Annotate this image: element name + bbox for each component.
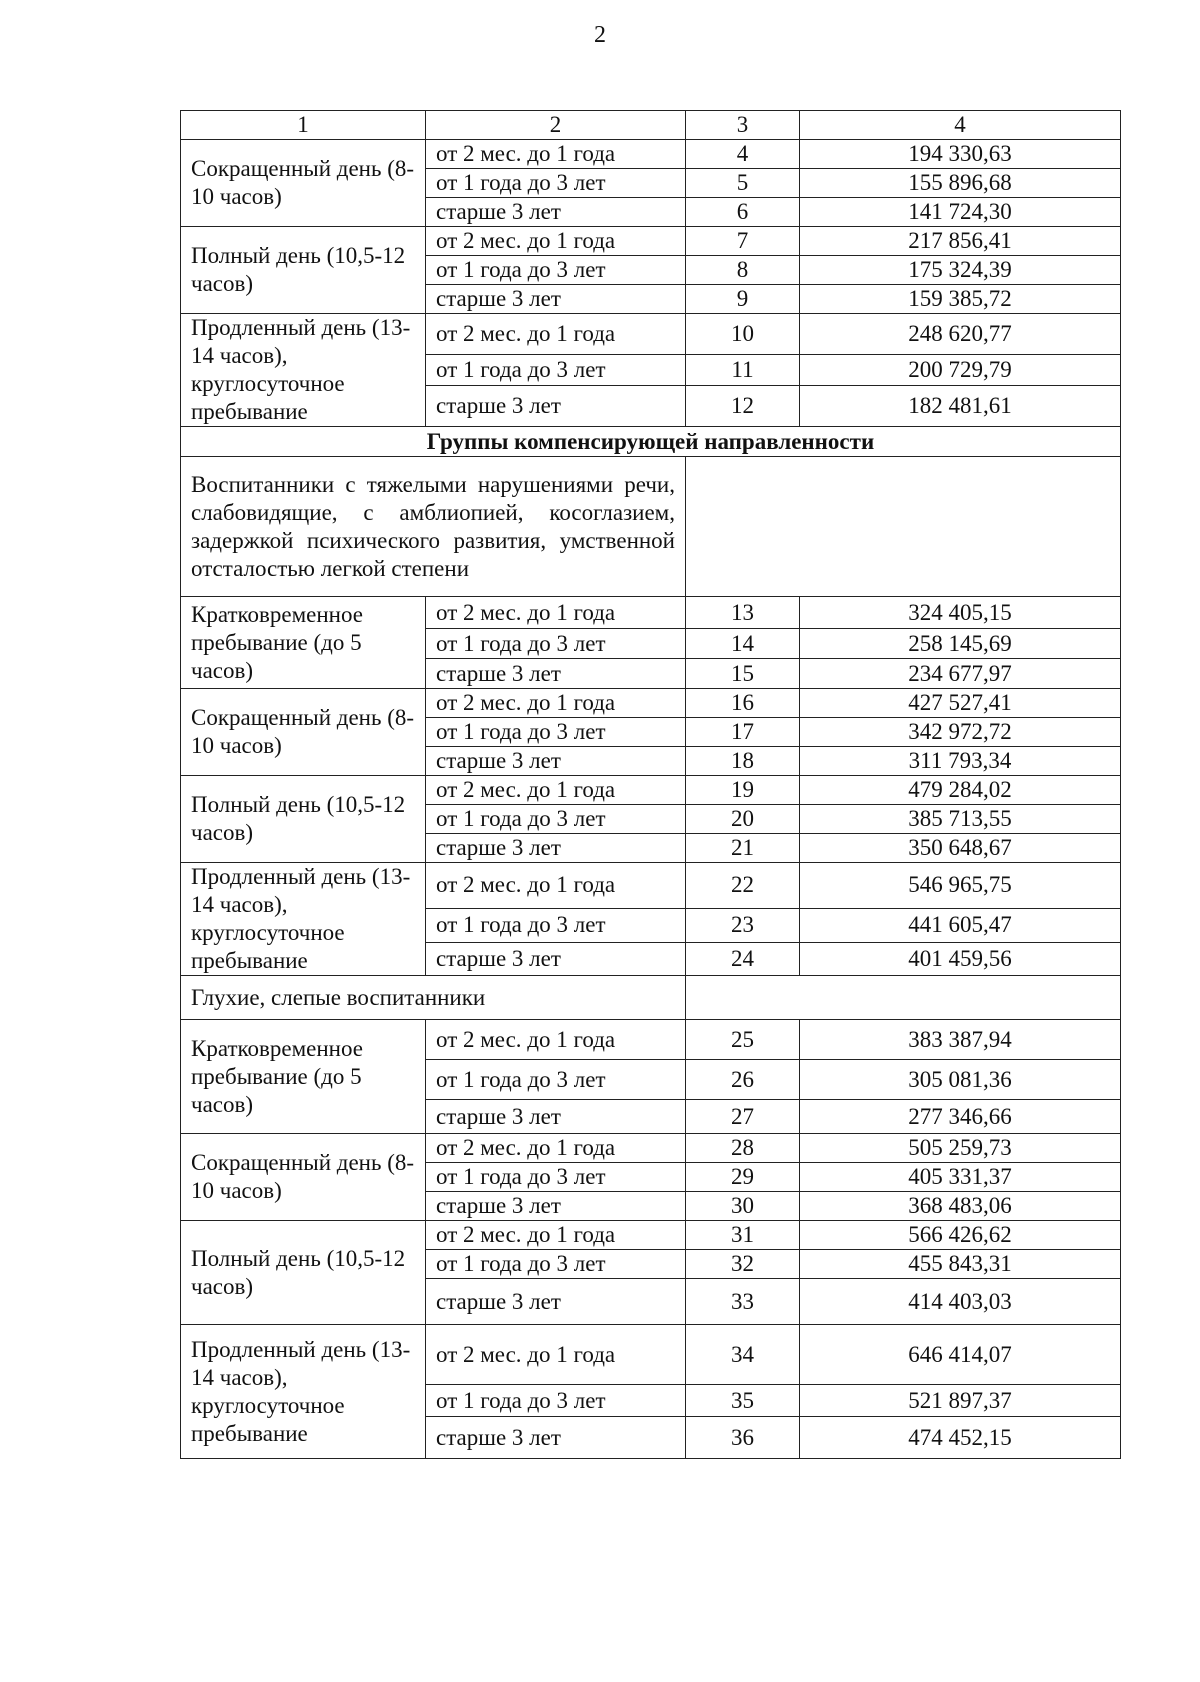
amount-cell: 258 145,69 (800, 629, 1121, 659)
code-cell: 15 (686, 659, 800, 689)
code-cell: 25 (686, 1020, 800, 1060)
code-cell: 21 (686, 834, 800, 863)
category-cell: Полный день (10,5-12 часов) (181, 227, 426, 314)
amount-cell: 441 605,47 (800, 908, 1121, 942)
amount-cell: 342 972,72 (800, 718, 1121, 747)
table-row (181, 1134, 1121, 1163)
col-header-3: 3 (686, 111, 800, 140)
code-cell: 23 (686, 908, 800, 942)
age-cell: от 2 мес. до 1 года (426, 776, 686, 805)
age-cell: от 1 года до 3 лет (426, 1385, 686, 1417)
amount-cell: 401 459,56 (800, 942, 1121, 975)
age-cell: от 1 года до 3 лет (426, 169, 686, 198)
amount-cell: 383 387,94 (800, 1020, 1121, 1060)
category-cell: Продленный день (13-14 часов), круглосуточное пребывание (181, 1325, 426, 1459)
age-cell: от 1 года до 3 лет (426, 256, 686, 285)
age-cell: от 2 мес. до 1 года (426, 689, 686, 718)
table-row (181, 689, 1121, 718)
amount-cell: 427 527,41 (800, 689, 1121, 718)
code-cell: 17 (686, 718, 800, 747)
group-empty-cell (686, 976, 1121, 1020)
code-cell: 12 (686, 386, 800, 427)
amount-cell: 405 331,37 (800, 1163, 1121, 1192)
table-row (181, 1325, 1121, 1385)
age-cell: старше 3 лет (426, 1192, 686, 1221)
amount-cell: 277 346,66 (800, 1100, 1121, 1134)
section-row (181, 427, 1121, 457)
category-cell: Продленный день (13-14 часов), круглосуточное пребывание (181, 863, 426, 976)
age-cell: старше 3 лет (426, 1417, 686, 1459)
age-cell: старше 3 лет (426, 942, 686, 975)
amount-cell: 175 324,39 (800, 256, 1121, 285)
amount-cell: 141 724,30 (800, 198, 1121, 227)
code-cell: 34 (686, 1325, 800, 1385)
age-cell: от 1 года до 3 лет (426, 1060, 686, 1100)
code-cell: 31 (686, 1221, 800, 1250)
header-row (181, 111, 1121, 140)
age-cell: от 1 года до 3 лет (426, 1163, 686, 1192)
amount-cell: 385 713,55 (800, 805, 1121, 834)
age-cell: от 2 мес. до 1 года (426, 227, 686, 256)
table-row (181, 863, 1121, 909)
category-cell: Сокращенный день (8-10 часов) (181, 689, 426, 776)
age-cell: от 2 мес. до 1 года (426, 1221, 686, 1250)
code-cell: 14 (686, 629, 800, 659)
category-cell: Сокращенный день (8-10 часов) (181, 1134, 426, 1221)
code-cell: 32 (686, 1250, 800, 1279)
code-cell: 30 (686, 1192, 800, 1221)
code-cell: 26 (686, 1060, 800, 1100)
code-cell: 5 (686, 169, 800, 198)
age-cell: старше 3 лет (426, 198, 686, 227)
amount-cell: 474 452,15 (800, 1417, 1121, 1459)
category-cell: Продленный день (13-14 часов), круглосуточное пребывание (181, 314, 426, 427)
age-cell: старше 3 лет (426, 834, 686, 863)
code-cell: 24 (686, 942, 800, 975)
code-cell: 16 (686, 689, 800, 718)
age-cell: от 1 года до 3 лет (426, 718, 686, 747)
age-cell: старше 3 лет (426, 659, 686, 689)
code-cell: 6 (686, 198, 800, 227)
age-cell: от 1 года до 3 лет (426, 908, 686, 942)
amount-cell: 305 081,36 (800, 1060, 1121, 1100)
code-cell: 8 (686, 256, 800, 285)
age-cell: старше 3 лет (426, 386, 686, 427)
group-label: Глухие, слепые воспитанники (181, 976, 686, 1020)
code-cell: 28 (686, 1134, 800, 1163)
amount-cell: 350 648,67 (800, 834, 1121, 863)
age-cell: от 2 мес. до 1 года (426, 597, 686, 629)
table-row (181, 776, 1121, 805)
amount-cell: 234 677,97 (800, 659, 1121, 689)
age-cell: старше 3 лет (426, 1100, 686, 1134)
amount-cell: 194 330,63 (800, 140, 1121, 169)
code-cell: 10 (686, 314, 800, 355)
category-cell: Кратковременное пребывание (до 5 часов) (181, 597, 426, 689)
code-cell: 7 (686, 227, 800, 256)
code-cell: 4 (686, 140, 800, 169)
group-empty-cell (686, 457, 1121, 597)
code-cell: 19 (686, 776, 800, 805)
amount-cell: 217 856,41 (800, 227, 1121, 256)
section-title: Группы компенсирующей направленности (181, 427, 1121, 457)
age-cell: от 2 мес. до 1 года (426, 314, 686, 355)
age-cell: от 2 мес. до 1 года (426, 140, 686, 169)
amount-cell: 311 793,34 (800, 747, 1121, 776)
age-cell: от 2 мес. до 1 года (426, 1134, 686, 1163)
age-cell: старше 3 лет (426, 1279, 686, 1325)
table-row (181, 597, 1121, 629)
amount-cell: 368 483,06 (800, 1192, 1121, 1221)
table-row (181, 227, 1121, 256)
age-cell: от 1 года до 3 лет (426, 1250, 686, 1279)
table-row (181, 1020, 1121, 1060)
table-row (181, 1221, 1121, 1250)
code-cell: 29 (686, 1163, 800, 1192)
age-cell: от 2 мес. до 1 года (426, 1020, 686, 1060)
category-cell: Сокращенный день (8-10 часов) (181, 140, 426, 227)
group-row (181, 457, 1121, 597)
age-cell: от 2 мес. до 1 года (426, 863, 686, 909)
code-cell: 36 (686, 1417, 800, 1459)
age-cell: старше 3 лет (426, 285, 686, 314)
amount-cell: 566 426,62 (800, 1221, 1121, 1250)
table-row (181, 314, 1121, 355)
tariff-table (180, 110, 1121, 1459)
group-label: Воспитанники с тяжелыми нарушениями речи, слабовидящие, с амблиопией, косоглазием, задержкой психического развития, умственной отсталостью легкой степени (181, 457, 686, 597)
age-cell: от 1 года до 3 лет (426, 629, 686, 659)
amount-cell: 455 843,31 (800, 1250, 1121, 1279)
code-cell: 27 (686, 1100, 800, 1134)
amount-cell: 646 414,07 (800, 1325, 1121, 1385)
category-cell: Полный день (10,5-12 часов) (181, 776, 426, 863)
table-row (181, 140, 1121, 169)
amount-cell: 505 259,73 (800, 1134, 1121, 1163)
category-cell: Кратковременное пребывание (до 5 часов) (181, 1020, 426, 1134)
amount-cell: 414 403,03 (800, 1279, 1121, 1325)
code-cell: 9 (686, 285, 800, 314)
group-row (181, 976, 1121, 1020)
col-header-4: 4 (800, 111, 1121, 140)
amount-cell: 521 897,37 (800, 1385, 1121, 1417)
amount-cell: 200 729,79 (800, 354, 1121, 385)
age-cell: старше 3 лет (426, 747, 686, 776)
code-cell: 13 (686, 597, 800, 629)
amount-cell: 479 284,02 (800, 776, 1121, 805)
page-number: 2 (594, 22, 606, 48)
code-cell: 35 (686, 1385, 800, 1417)
code-cell: 20 (686, 805, 800, 834)
category-cell: Полный день (10,5-12 часов) (181, 1221, 426, 1325)
amount-cell: 546 965,75 (800, 863, 1121, 909)
age-cell: от 2 мес. до 1 года (426, 1325, 686, 1385)
amount-cell: 324 405,15 (800, 597, 1121, 629)
code-cell: 22 (686, 863, 800, 909)
amount-cell: 155 896,68 (800, 169, 1121, 198)
amount-cell: 159 385,72 (800, 285, 1121, 314)
age-cell: от 1 года до 3 лет (426, 805, 686, 834)
amount-cell: 182 481,61 (800, 386, 1121, 427)
amount-cell: 248 620,77 (800, 314, 1121, 355)
code-cell: 33 (686, 1279, 800, 1325)
col-header-2: 2 (426, 111, 686, 140)
code-cell: 18 (686, 747, 800, 776)
age-cell: от 1 года до 3 лет (426, 354, 686, 385)
tariff-table-body (181, 111, 1121, 1459)
col-header-1: 1 (181, 111, 426, 140)
code-cell: 11 (686, 354, 800, 385)
